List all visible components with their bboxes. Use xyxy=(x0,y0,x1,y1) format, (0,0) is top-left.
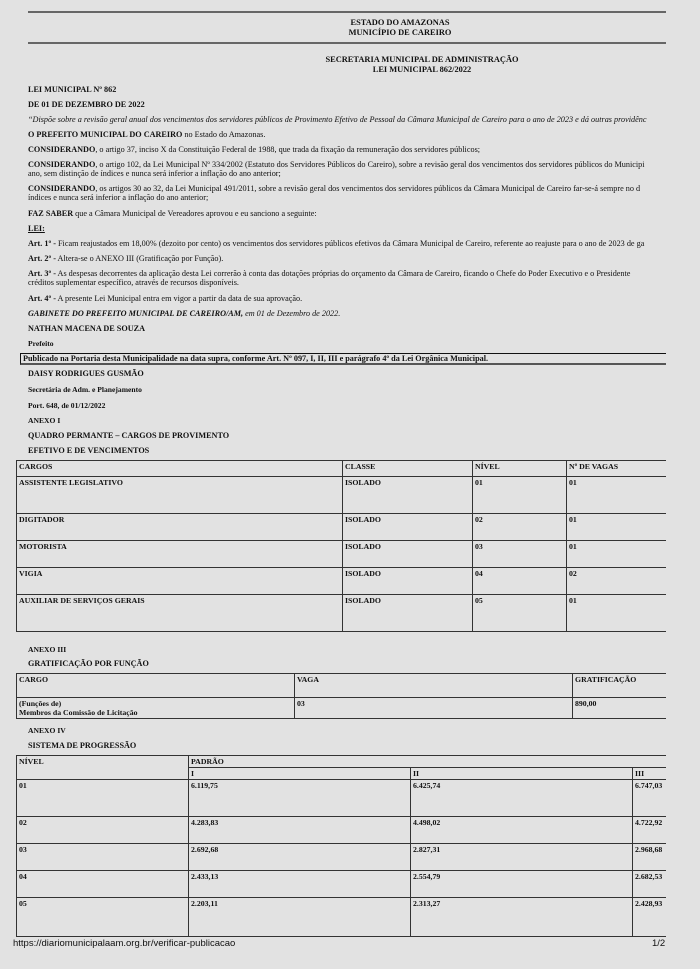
cell-padrao-i: 2.203,11 xyxy=(189,898,411,937)
mayor-intro-rest: no Estado do Amazonas. xyxy=(182,130,266,139)
table-row xyxy=(17,780,667,817)
cell-padrao-ii: 4.498,02 xyxy=(411,817,633,844)
table-row xyxy=(17,844,667,871)
header-municipality: MUNICÍPIO DE CAREIRO xyxy=(348,27,452,37)
cell-padrao-i: 2.692,68 xyxy=(189,844,411,871)
annex1-label: ANEXO I xyxy=(28,416,61,425)
cell-padrao-iii: 2.968,68 xyxy=(633,844,667,871)
cell-classe: ISOLADO xyxy=(343,514,473,541)
cell-vagas: 01 xyxy=(567,541,667,568)
annex1-header-vagas: Nº DE VAGAS xyxy=(567,461,667,477)
cell-padrao-ii: 2.313,27 xyxy=(411,898,633,937)
cell-classe: ISOLADO xyxy=(343,595,473,632)
cell-cargo: AUXILIAR DE SERVIÇOS GERAIS xyxy=(17,595,343,632)
cell-vagas: 01 xyxy=(567,514,667,541)
article-2-label: Art. 2º - xyxy=(28,254,56,263)
considerando-label: CONSIDERANDO xyxy=(28,184,96,193)
annex1-title-line2: EFETIVO E DE VENCIMENTOS xyxy=(28,446,150,455)
considerando-2 xyxy=(28,160,645,178)
publication-note: Publicado na Portaria desta Municipalidade na data supra, conforme Art. Nº 097, I, II, III e parágrafo 4º da Lei Orgânica Municipal. xyxy=(20,353,666,365)
annex1-title-line1: QUADRO PERMANTE – CARGOS DE PROVIMENTO xyxy=(28,431,230,440)
article-2 xyxy=(28,254,223,264)
cell-padrao-ii: 2.827,31 xyxy=(411,844,633,871)
annex4-header-row xyxy=(17,756,667,768)
cell-nivel: 03 xyxy=(17,844,189,871)
table-row xyxy=(17,514,667,541)
mayor-intro xyxy=(28,130,265,140)
article-4-label: Art. 4º - xyxy=(28,294,56,303)
annex1-header-classe: CLASSE xyxy=(343,461,473,477)
gabinete-line xyxy=(28,309,340,319)
article-3 xyxy=(28,269,630,287)
considerando-1-text: , o artigo 37, inciso X da Constituição Federal de 1988, que trada da fixação da remuneração dos servidores públicos; xyxy=(95,145,481,154)
footer-url[interactable]: https://diariomunicipalaam.org.br/verificar-publicacao xyxy=(13,938,236,949)
faz-saber-rest: que a Câmara Municipal de Vereadores aprovou e eu sanciono a seguinte: xyxy=(73,209,317,218)
table-row xyxy=(17,898,667,937)
article-4 xyxy=(28,294,302,304)
cell-padrao-iii: 2.428,93 xyxy=(633,898,667,937)
annex3-header-row xyxy=(17,674,667,698)
footer-page-number: 1/2 xyxy=(652,938,666,949)
considerando-1 xyxy=(28,145,480,155)
secretary-name: DAISY RODRIGUES GUSMÃO xyxy=(28,369,144,378)
considerando-3-line1: , os artigos 30 ao 32, da Lei Municipal 491/2011, sobre a revisão geral dos vencimentos dos servidores públicos da Câmara Municipal de Careiro far-se-á sempre no d xyxy=(95,184,641,193)
faz-saber-bold: FAZ SABER xyxy=(28,209,74,218)
cell-cargo: DIGITADOR xyxy=(17,514,343,541)
cell-cargo: VIGIA xyxy=(17,568,343,595)
cell-gratificacao: 890,00 xyxy=(573,698,667,719)
annex4-header-padrao-ii: II xyxy=(411,768,633,780)
article-1-label: Art. 1º - xyxy=(28,239,56,248)
table-row xyxy=(17,871,667,898)
signer-name: NATHAN MACENA DE SOUZA xyxy=(28,324,145,333)
considerando-label: CONSIDERANDO xyxy=(28,160,96,169)
annex3-header-vaga: VAGA xyxy=(295,674,573,698)
considerando-3 xyxy=(28,184,640,202)
article-1-text: Ficam reajustados em 18,00% (dezoito por cento) os vencimentos dos servidores públicos efetivos da Câmara Municipal de Careiro, referente ao reajuste para o ano de 2023 de ga xyxy=(55,239,645,248)
annex3-header-gratificacao: GRATIFICAÇÃO xyxy=(573,674,667,698)
cell-nivel: 04 xyxy=(473,568,567,595)
annex3-label: ANEXO III xyxy=(28,645,67,654)
annex4-header-padrao-iii: III xyxy=(633,768,667,780)
faz-saber xyxy=(28,209,317,219)
article-4-text: A presente Lei Municipal entra em vigor a partir da data de sua aprovação. xyxy=(55,294,303,303)
annex4-table xyxy=(16,755,666,937)
annex4-header-nivel: NÍVEL xyxy=(17,756,189,780)
header-rule-top xyxy=(28,11,666,13)
annex4-header-padrao: PADRÃO xyxy=(189,756,667,768)
cell-classe: ISOLADO xyxy=(343,568,473,595)
cell-nivel: 05 xyxy=(17,898,189,937)
cell-padrao-iii: 4.722,92 xyxy=(633,817,667,844)
cell-cargo-line2: Membros da Comissão de Licitação xyxy=(19,708,138,717)
mayor-intro-bold: O PREFEITO MUNICIPAL DO CAREIRO xyxy=(28,130,183,139)
annex4-title: SISTEMA DE PROGRESSÃO xyxy=(28,741,137,750)
cell-vagas: 01 xyxy=(567,595,667,632)
cell-vagas: 01 xyxy=(567,477,667,514)
annex3-table xyxy=(16,673,666,719)
cell-padrao-i: 6.119,75 xyxy=(189,780,411,817)
cell-classe: ISOLADO xyxy=(343,477,473,514)
cell-padrao-ii: 2.554,79 xyxy=(411,871,633,898)
considerando-2-line1: , o artigo 102, da Lei Municipal Nº 334/2002 (Estatuto dos Servidores Públicos do Careiro), sobre a revisão geral dos vencimentos dos servidores públicos do Municipi xyxy=(95,160,645,169)
header-state-block xyxy=(300,18,500,37)
table-row xyxy=(17,817,667,844)
annex1-header-row xyxy=(17,461,667,477)
lei-label: LEI: xyxy=(28,224,45,233)
annex4-label: ANEXO IV xyxy=(28,726,66,735)
cell-padrao-i: 4.283,83 xyxy=(189,817,411,844)
annex1-header-nivel: NÍVEL xyxy=(473,461,567,477)
cell-cargo-line1: (Funções de) xyxy=(19,699,62,708)
article-2-text: Altera-se o ANEXO III (Gratificação por Função). xyxy=(55,254,224,263)
table-row xyxy=(17,477,667,514)
annex1-table xyxy=(16,460,666,632)
cell-padrao-i: 2.433,13 xyxy=(189,871,411,898)
cell-padrao-ii: 6.425,74 xyxy=(411,780,633,817)
cell-cargo: ASSISTENTE LEGISLATIVO xyxy=(17,477,343,514)
header-state: ESTADO DO AMAZONAS xyxy=(350,18,450,27)
cell-nivel: 02 xyxy=(473,514,567,541)
signer-role: Prefeito xyxy=(28,339,54,348)
article-3-line2: créditos suplementar específico, através de recursos disponíveis. xyxy=(28,278,239,287)
cell-padrao-iii: 2.682,53 xyxy=(633,871,667,898)
table-row xyxy=(17,541,667,568)
annex4-header-padrao-i: I xyxy=(189,768,411,780)
gabinete-rest: em 01 de Dezembro de 2022. xyxy=(243,309,341,318)
considerando-2-line2: ano, sem distinção de índices e nunca será inferior a inflação do ano anterior; xyxy=(28,169,281,178)
cell-nivel: 01 xyxy=(17,780,189,817)
article-1 xyxy=(28,239,644,249)
annex3-header-cargo: CARGO xyxy=(17,674,295,698)
annex1-header-cargos: CARGOS xyxy=(17,461,343,477)
law-title: LEI MUNICIPAL Nº 862 xyxy=(28,85,117,94)
considerando-3-line2: índices e nunca será inferior a inflação do ano anterior; xyxy=(28,193,209,202)
law-date: DE 01 DE DEZEMBRO DE 2022 xyxy=(28,100,145,109)
cell-nivel: 03 xyxy=(473,541,567,568)
gabinete-bold: GABINETE DO PREFEITO MUNICIPAL DE CAREIRO/AM, xyxy=(28,309,244,318)
cell-nivel: 05 xyxy=(473,595,567,632)
secretary-role: Secretária de Adm. e Planejamento xyxy=(28,385,142,394)
cell-padrao-iii: 6.747,03 xyxy=(633,780,667,817)
cell-vaga: 03 xyxy=(295,698,573,719)
article-3-label: Art. 3º - xyxy=(28,269,56,278)
law-summary: “Dispõe sobre a revisão geral anual dos vencimentos dos servidores públicos de Provimento Efetivo de Pessoal da Câmara Municipal de Careiro para o ano de 2023 e dá outras providênc xyxy=(28,115,647,124)
header-law-ref: LEI MUNICIPAL 862/2022 xyxy=(372,64,472,74)
header-secretariat: SECRETARIA MUNICIPAL DE ADMINISTRAÇÃO xyxy=(325,55,519,64)
cell-cargo: MOTORISTA xyxy=(17,541,343,568)
header-rule-bottom xyxy=(28,42,666,44)
table-row xyxy=(17,698,667,719)
considerando-label: CONSIDERANDO xyxy=(28,145,96,154)
header-secretariat-block xyxy=(280,55,564,74)
cell-cargo xyxy=(17,698,295,719)
cell-nivel: 01 xyxy=(473,477,567,514)
cell-nivel: 02 xyxy=(17,817,189,844)
cell-vagas: 02 xyxy=(567,568,667,595)
table-row xyxy=(17,568,667,595)
cell-nivel: 04 xyxy=(17,871,189,898)
cell-classe: ISOLADO xyxy=(343,541,473,568)
table-row xyxy=(17,595,667,632)
annex3-title: GRATIFICAÇÃO POR FUNÇÃO xyxy=(28,659,149,668)
article-3-line1: As despesas decorrentes da aplicação desta Lei correrão à conta das dotações próprias do orçamento da Câmara de Careiro, ficando o Chefe do Poder Executivo e o Presidente xyxy=(55,269,631,278)
portaria: Port. 648, de 01/12/2022 xyxy=(28,401,106,410)
